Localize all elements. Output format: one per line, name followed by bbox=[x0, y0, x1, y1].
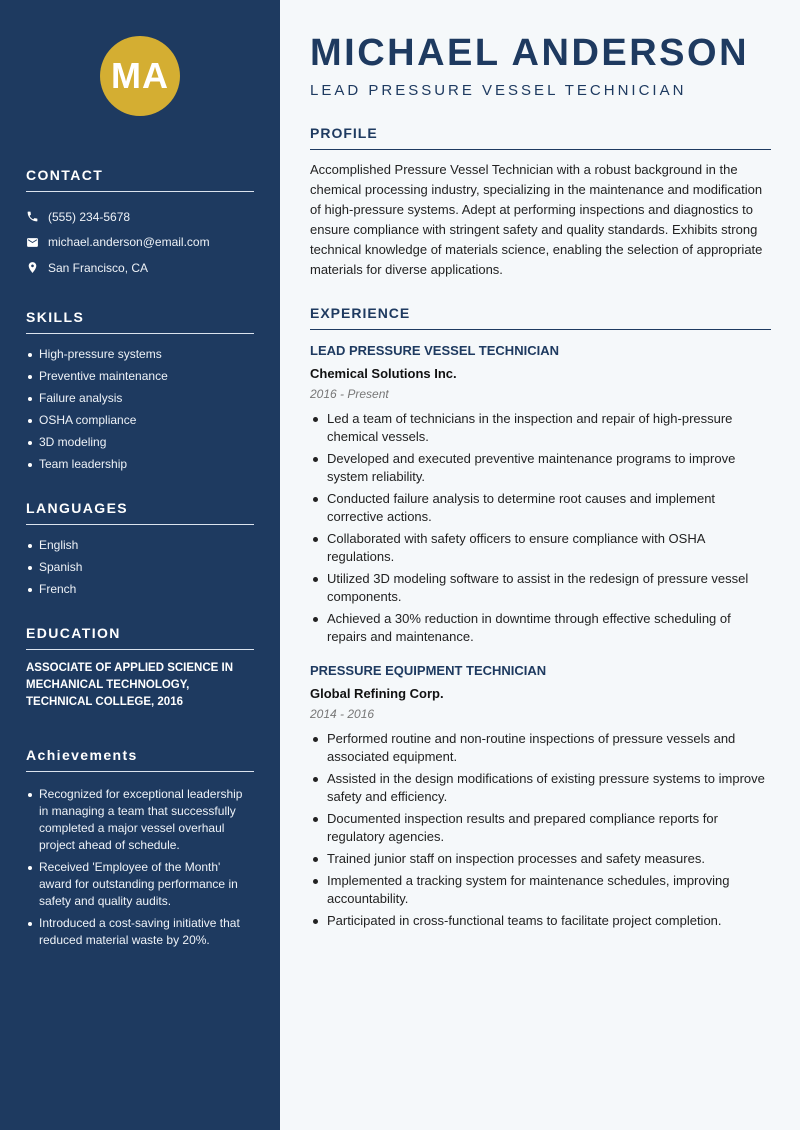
job-bullets bbox=[310, 410, 771, 646]
language-item: Spanish bbox=[26, 559, 254, 576]
language-item: English bbox=[26, 537, 254, 554]
contact-section bbox=[26, 167, 254, 281]
profile-text: Accomplished Pressure Vessel Technician with a robust background in the chemical processing industry, specializing in the maintenance and modification of high-pressure systems. Adept at performing inspections and diagnostics to ensure compliance with stringent safety and quality standards. Exhibits strong technical knowledge of materials science, enabling the selection of appropriate materials for diverse applications. bbox=[310, 162, 763, 277]
job-bullet: Participated in cross-functional teams to facilitate project completion. bbox=[310, 912, 771, 930]
contact-phone bbox=[26, 204, 254, 230]
skills-section bbox=[26, 309, 254, 473]
achievement-item: Introduced a cost-saving initiative that reduced material waste by 20%. bbox=[26, 915, 254, 949]
job-bullet: Conducted failure analysis to determine root causes and implement corrective actions. bbox=[310, 490, 771, 526]
job-company: Chemical Solutions Inc. bbox=[310, 366, 457, 381]
job-bullet: Collaborated with safety officers to ensure compliance with OSHA regulations. bbox=[310, 530, 771, 566]
language-item: French bbox=[26, 581, 254, 598]
job-role: LEAD PRESSURE VESSEL TECHNICIAN bbox=[310, 343, 559, 358]
location-pin-icon bbox=[26, 261, 39, 274]
location-text: San Francisco, CA bbox=[48, 260, 149, 275]
profile-heading: PROFILE bbox=[310, 125, 771, 150]
education-section bbox=[26, 625, 254, 711]
education-school: TECHNICAL COLLEGE, 2016 bbox=[26, 695, 183, 708]
mail-icon bbox=[26, 236, 39, 249]
main-content bbox=[310, 30, 771, 934]
skill-item: Preventive maintenance bbox=[26, 368, 254, 385]
avatar: MA bbox=[100, 36, 180, 116]
job-bullet: Utilized 3D modeling software to assist in the redesign of pressure vessel components. bbox=[310, 570, 771, 606]
experience-heading: EXPERIENCE bbox=[310, 305, 771, 330]
phone-text: (555) 234-5678 bbox=[48, 209, 131, 224]
job-entry bbox=[310, 662, 771, 930]
achievement-item: Recognized for exceptional leadership in managing a team that successfully completed a major vessel overhaul project ahead of schedule. bbox=[26, 786, 254, 854]
contact-heading: CONTACT bbox=[26, 167, 254, 192]
job-bullet: Implemented a tracking system for maintenance schedules, improving accountability. bbox=[310, 872, 771, 908]
education-heading: EDUCATION bbox=[26, 625, 254, 650]
phone-icon bbox=[26, 210, 39, 223]
skill-item: OSHA compliance bbox=[26, 412, 254, 429]
education-field: MECHANICAL TECHNOLOGY, bbox=[26, 678, 190, 691]
job-bullet: Achieved a 30% reduction in downtime through effective scheduling of repairs and maintenance. bbox=[310, 610, 771, 646]
skill-item: High-pressure systems bbox=[26, 346, 254, 363]
job-dates: 2014 - 2016 bbox=[310, 707, 375, 721]
job-dates: 2016 - Present bbox=[310, 387, 389, 401]
languages-heading: LANGUAGES bbox=[26, 500, 254, 525]
job-bullet: Developed and executed preventive maintenance programs to improve system reliability. bbox=[310, 450, 771, 486]
skill-item: Failure analysis bbox=[26, 390, 254, 407]
languages-section bbox=[26, 500, 254, 598]
sidebar bbox=[0, 0, 280, 1130]
contact-location bbox=[26, 255, 254, 281]
achievements-section bbox=[26, 747, 254, 949]
job-bullet: Led a team of technicians in the inspection and repair of high-pressure chemical vessels. bbox=[310, 410, 771, 446]
achievement-item: Received 'Employee of the Month' award for outstanding performance in safety and quality audits. bbox=[26, 859, 254, 910]
job-bullets bbox=[310, 730, 771, 930]
email-text[interactable]: michael.anderson@email.com bbox=[48, 235, 210, 250]
job-bullet: Assisted in the design modifications of existing pressure systems to improve safety and efficiency. bbox=[310, 770, 771, 806]
job-company: Global Refining Corp. bbox=[310, 686, 444, 701]
achievements-heading: Achievements bbox=[26, 747, 254, 772]
job-bullet: Documented inspection results and prepared compliance reports for regulatory agencies. bbox=[310, 810, 771, 846]
skill-item: 3D modeling bbox=[26, 434, 254, 451]
profile-section bbox=[310, 125, 771, 280]
skill-item: Team leadership bbox=[26, 456, 254, 473]
skills-heading: SKILLS bbox=[26, 309, 254, 334]
contact-email bbox=[26, 230, 254, 256]
education-degree: ASSOCIATE OF APPLIED SCIENCE IN bbox=[26, 661, 234, 674]
job-bullet: Performed routine and non-routine inspections of pressure vessels and associated equipment. bbox=[310, 730, 771, 766]
person-title: LEAD PRESSURE VESSEL TECHNICIAN bbox=[310, 82, 687, 99]
job-entry bbox=[310, 342, 771, 646]
person-name: MICHAEL ANDERSON bbox=[310, 32, 750, 74]
job-bullet: Trained junior staff on inspection processes and safety measures. bbox=[310, 850, 771, 868]
experience-section bbox=[310, 305, 771, 930]
education-entry bbox=[26, 660, 254, 711]
job-role: PRESSURE EQUIPMENT TECHNICIAN bbox=[310, 663, 547, 678]
